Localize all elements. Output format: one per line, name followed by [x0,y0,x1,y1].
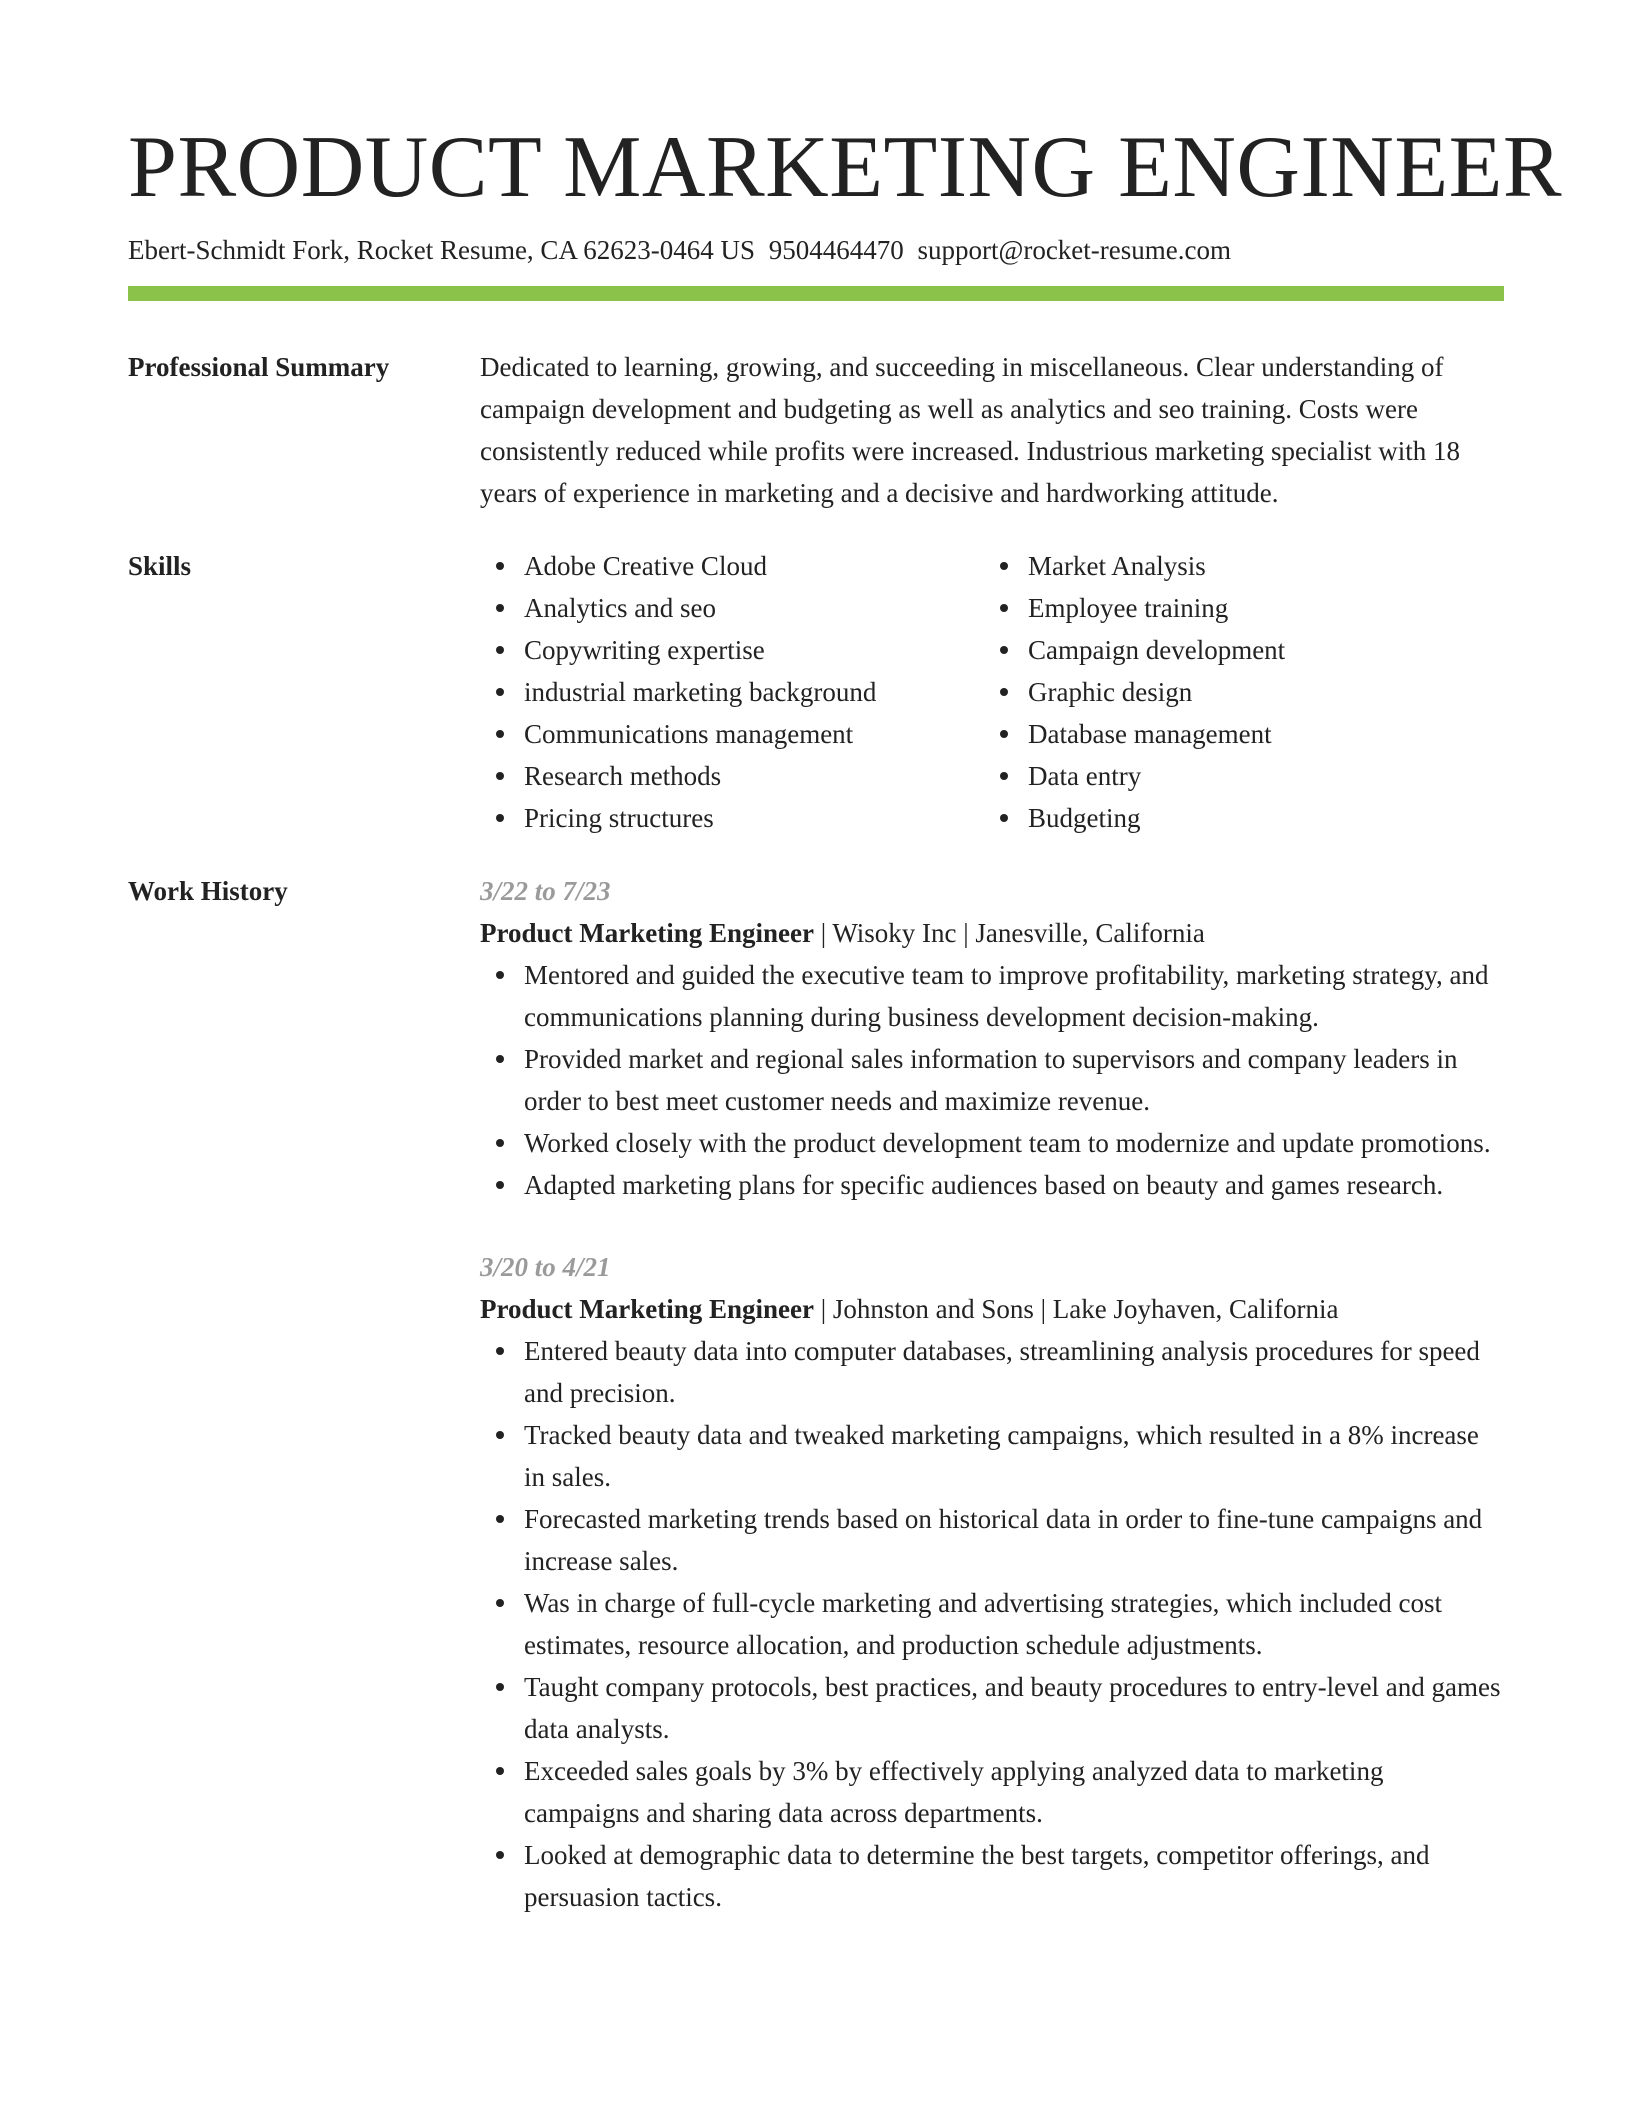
skill-item: Database management [984,713,1504,755]
skill-item: Copywriting expertise [480,629,984,671]
job-duty: Looked at demographic data to determine the best targets, competitor offerings, and persuasion tactics. [480,1834,1504,1918]
job-duty: Provided market and regional sales information to supervisors and company leaders in order to best meet customer needs and maximize revenue. [480,1038,1504,1122]
resume-title: PRODUCT MARKETING ENGINEER [128,119,1563,216]
contact-line [128,230,1231,270]
skills-label: Skills [128,551,192,581]
job-duty: Adapted marketing plans for specific audiences based on beauty and games research. [480,1164,1504,1206]
contact-address: Ebert-Schmidt Fork, Rocket Resume, CA 62623-0464 US [128,235,755,265]
job-entry [480,870,1504,1206]
skills-list-right [984,545,1504,839]
skill-item: Market Analysis [984,545,1504,587]
work-history-label: Work History [128,876,288,906]
skill-item: Pricing structures [480,797,984,839]
skill-item: Research methods [480,755,984,797]
job-duty: Taught company protocols, best practices, and beauty procedures to entry-level and games data analysts. [480,1666,1504,1750]
summary-section [480,346,1504,514]
summary-text: Dedicated to learning, growing, and succeeding in miscellaneous. Clear understanding of campaign development and budgeting as well as analytics and seo training. Costs were consistently reduced while profits were increased. Industrious marketing specialist with 18 years of experience in marketing and a decisive and hardworking attitude. [480,352,1460,508]
skills-section [480,545,1504,839]
job-duty: Worked closely with the product development team to modernize and update promotions. [480,1122,1504,1164]
job-duty: Entered beauty data into computer databases, streamlining analysis procedures for speed and precision. [480,1330,1504,1414]
skills-list-left [480,545,984,839]
job-title: Product Marketing Engineer [480,918,814,948]
job-heading [480,1288,1504,1330]
skill-item: Communications management [480,713,984,755]
skill-item: industrial marketing background [480,671,984,713]
skill-item: Campaign development [984,629,1504,671]
contact-phone: 9504464470 [768,235,904,265]
job-duty: Tracked beauty data and tweaked marketing campaigns, which resulted in a 8% increase in sales. [480,1414,1504,1498]
job-heading [480,912,1504,954]
skill-item: Analytics and seo [480,587,984,629]
summary-label: Professional Summary [128,352,390,382]
job-duty: Forecasted marketing trends based on historical data in order to fine-tune campaigns and increase sales. [480,1498,1504,1582]
job-title: Product Marketing Engineer [480,1294,814,1324]
skill-item: Budgeting [984,797,1504,839]
skill-item: Data entry [984,755,1504,797]
job-duty: Mentored and guided the executive team to improve profitability, marketing strategy, and communications planning during business development decision-making. [480,954,1504,1038]
job-duty: Was in charge of full-cycle marketing and advertising strategies, which included cost estimates, resource allocation, and production schedule adjustments. [480,1582,1504,1666]
job-duty: Exceeded sales goals by 3% by effectively applying analyzed data to marketing campaigns and sharing data across departments. [480,1750,1504,1834]
skill-item: Employee training [984,587,1504,629]
skill-item: Graphic design [984,671,1504,713]
job-dates: 3/20 to 4/21 [480,1252,611,1282]
header-divider [128,286,1504,301]
job-company-location: | Johnston and Sons | Lake Joyhaven, California [813,1294,1339,1324]
job-company-location: | Wisoky Inc | Janesville, California [813,918,1205,948]
work-history-section [480,870,1504,1918]
job-entry [480,1246,1504,1918]
job-duties-list [480,1330,1504,1918]
skill-item: Adobe Creative Cloud [480,545,984,587]
contact-email: support@rocket-resume.com [917,235,1231,265]
job-duties-list [480,954,1504,1206]
job-dates: 3/22 to 7/23 [480,876,611,906]
